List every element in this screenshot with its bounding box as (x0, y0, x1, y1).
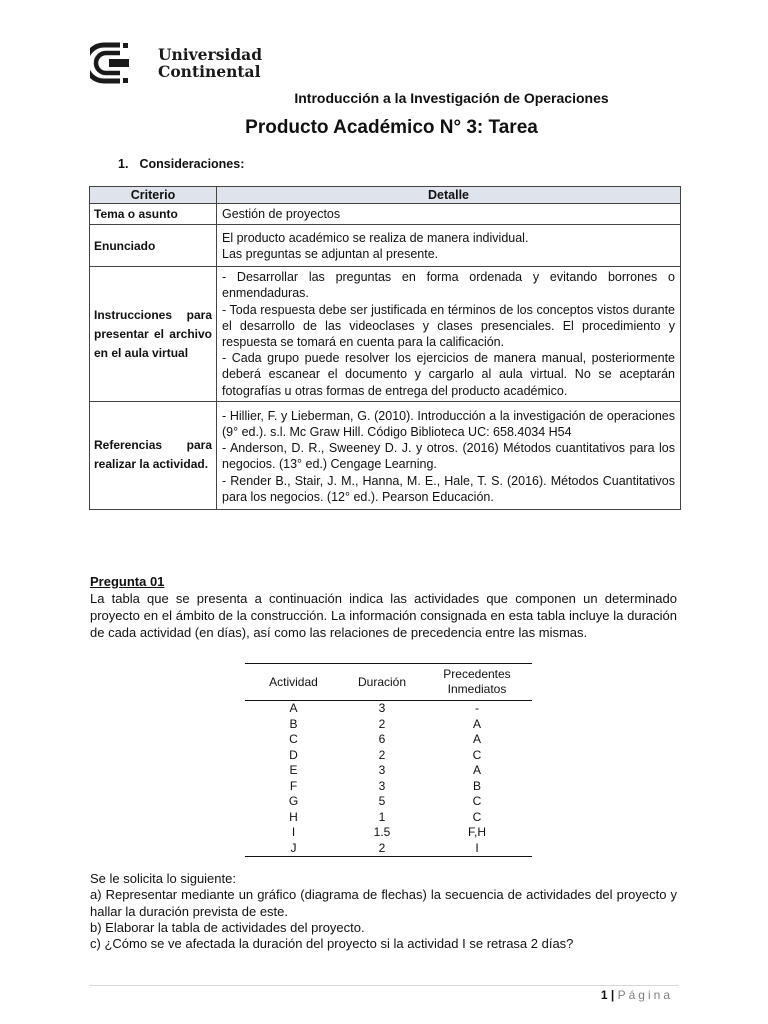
predecessor-cell: - (475, 701, 479, 715)
criteria-header-detalle: Detalle (217, 187, 681, 204)
table-row (245, 701, 532, 717)
activity-cell: C (289, 732, 298, 746)
part-b: b) Elaborar la tabla de actividades del proyecto. (90, 920, 365, 935)
criteria-row-enunciado (90, 225, 681, 267)
page-footer (601, 988, 673, 1002)
tema-detail: Gestión de proyectos (217, 204, 681, 225)
referencia-item: - Anderson, D. R., Sweeney D. J. y otros. (2016) Métodos cuantitativos para los negocios. (13° ed.) Cengage Learning. (222, 441, 675, 472)
enunciado-detail (217, 225, 681, 267)
col-duracion: Duración (342, 664, 422, 701)
activity-cell: H (289, 809, 298, 824)
predecessor-cell: C (472, 747, 482, 762)
instruccion-item: - Toda respuesta debe ser justificada en términos de los conceptos vistos durante el desarrollo de las videoclases y clases presenciales. El procedimiento y respuesta se tomará en cuenta para la calificación. (222, 302, 675, 350)
question-heading: Pregunta 01 (90, 574, 165, 589)
predecessor-cell: I (422, 841, 532, 857)
duration-cell: 6 (378, 732, 386, 746)
table-row (245, 810, 532, 826)
table-row (245, 825, 532, 841)
referencia-item: - Render B., Stair, J. M., Hanna, M. E., Hale, T. S. (2016). Métodos Cuantitativos para los negocios. (12° ed.). Pearson Educación. (222, 473, 675, 504)
table-row (245, 794, 532, 810)
enunciado-label: Enunciado (90, 225, 217, 267)
duration-cell: 3 (378, 778, 386, 793)
page-title: Producto Académico N° 3: Tarea (245, 117, 538, 138)
criteria-row-instrucciones (90, 267, 681, 402)
activity-cell: A (289, 701, 298, 715)
course-title: Introducción a la Investigación de Operaciones (294, 90, 609, 106)
predecessor-cell: A (472, 763, 481, 777)
predecessor-cell: B (472, 778, 481, 793)
section-heading (118, 157, 244, 171)
table-row (245, 763, 532, 779)
instruccion-item: - Desarrollar las preguntas en forma ordenada y evitando borrones o enmendaduras. (222, 270, 675, 301)
activities-body (245, 701, 532, 857)
university-logo (90, 42, 262, 84)
activities-header-row (245, 664, 532, 701)
predecessor-cell: F,H (468, 825, 486, 839)
logo-line-2: Continental (158, 62, 261, 81)
instruccion-item: - Cada grupo puede resolver los ejercicios de manera manual, posteriormente deberá escanear el documento y cargarlo al aula virtual. No se aceptarán fotografías u otras formas de entrega del producto académico. (222, 351, 675, 398)
footer-separator: | (610, 988, 615, 1002)
footer-divider (90, 985, 678, 986)
activity-cell: D (289, 747, 298, 762)
page-label: Página (617, 988, 673, 1002)
page-number: 1 (600, 988, 608, 1002)
predecessor-cell: A (472, 716, 481, 731)
predecessor-cell: A (472, 732, 481, 746)
duration-cell: 2 (378, 716, 386, 731)
activity-cell: J (245, 841, 342, 857)
predecessor-cell: C (472, 809, 482, 824)
university-emblem-icon (90, 42, 150, 84)
table-row (245, 841, 532, 857)
part-a: a) Representar mediante un gráfico (diagrama de flechas) la secuencia de actividades del proyecto y hallar la duración prevista de este. (90, 887, 677, 919)
logo-line-1: Universidad (158, 45, 263, 64)
part-c: c) ¿Cómo se ve afectada la duración del proyecto si la actividad I se retrasa 2 días? (90, 936, 574, 951)
col-actividad: Actividad (245, 664, 342, 701)
table-row (245, 732, 532, 748)
col-precedentes: Precedentes Inmediatos (422, 664, 532, 701)
table-row (245, 717, 532, 733)
request-text: Se le solicita lo siguiente: (90, 871, 236, 886)
section-label: Consideraciones: (139, 157, 245, 171)
criteria-row-referencias (90, 401, 681, 509)
table-row (245, 748, 532, 764)
section-number: 1. (118, 157, 129, 171)
table-row (245, 779, 532, 795)
enunciado-line: Las preguntas se adjuntan al presente. (222, 246, 439, 261)
criteria-row-tema (90, 204, 681, 225)
instrucciones-label: Instrucciones para presentar el archivo en el aula virtual (90, 267, 217, 402)
activity-cell: E (289, 763, 298, 777)
referencias-detail (217, 401, 681, 509)
question-intro: La tabla que se presenta a continuación indica las actividades que componen un determinado proyecto en el ámbito de la construcción. La información consignada en esta tabla incluye la duración de cada actividad (en días), así como las relaciones de precedencia entre las mismas. (90, 591, 677, 640)
tema-label: Tema o asunto (90, 204, 217, 225)
criteria-header-criterio: Criterio (90, 187, 217, 204)
activity-cell: B (289, 716, 298, 731)
duration-cell: 3 (378, 763, 386, 777)
duration-cell: 2 (378, 747, 386, 762)
activity-cell: I (291, 825, 296, 839)
duration-cell: 3 (378, 701, 386, 715)
activity-cell: G (288, 794, 299, 808)
enunciado-line: El producto académico se realiza de manera individual. (222, 230, 529, 245)
criteria-table (89, 186, 681, 510)
predecessor-cell: C (472, 794, 482, 808)
duration-cell: 2 (342, 841, 422, 857)
duration-cell: 5 (378, 794, 386, 808)
referencia-item: - Hillier, F. y Lieberman, G. (2010). Introducción a la investigación de operaciones (9° ed.). s.l. Mc Graw Hill. Código Biblioteca UC: 658.4034 H54 (222, 408, 675, 440)
instrucciones-detail (217, 267, 681, 402)
activities-table (245, 663, 532, 857)
duration-cell: 1 (378, 809, 386, 824)
duration-cell: 1.5 (373, 825, 391, 839)
activity-cell: F (289, 778, 298, 793)
criteria-header-row (90, 187, 681, 204)
referencias-label: Referencias para realizar la actividad. (90, 401, 217, 509)
